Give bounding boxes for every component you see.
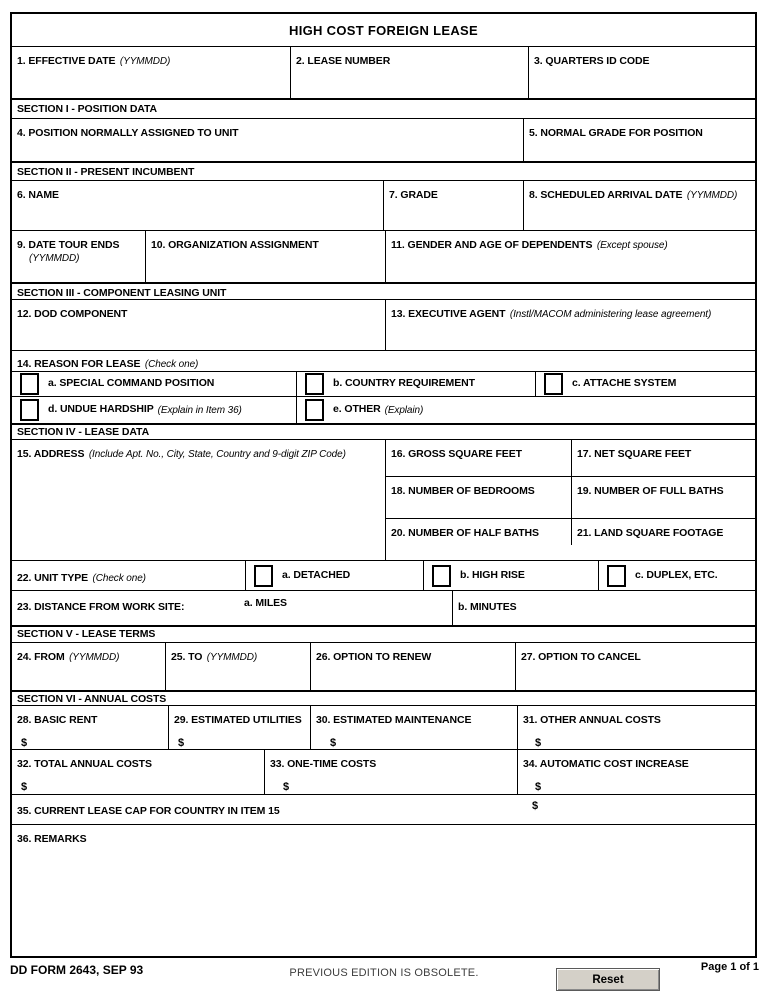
- row-lease-data: [12, 439, 755, 560]
- unit-type-label: 22. UNIT TYPE: [17, 572, 89, 584]
- unit-type-option-b: [423, 561, 598, 590]
- section-iv-title: SECTION IV - LEASE DATA: [17, 426, 150, 438]
- one-time-costs-field[interactable]: [264, 750, 517, 794]
- attache-system-label: c. ATTACHE SYSTEM: [572, 377, 677, 390]
- row-items-9-11: [12, 230, 755, 282]
- dod-component-field[interactable]: [12, 300, 385, 350]
- one-time-costs-currency: $: [283, 781, 290, 793]
- undue-hardship-checkbox[interactable]: [20, 399, 39, 421]
- row-items-28-31: [12, 705, 755, 749]
- normal-grade-field[interactable]: [523, 119, 755, 161]
- executive-agent-label: 13. EXECUTIVE AGENT: [391, 308, 506, 320]
- estimated-maintenance-field[interactable]: [310, 706, 517, 749]
- dependents-label: 11. GENDER AND AGE OF DEPENDENTS: [391, 239, 593, 251]
- reason-option-e: [296, 397, 755, 423]
- special-command-position-checkbox[interactable]: [20, 373, 39, 395]
- lease-to-hint: (YYMMDD): [206, 652, 258, 663]
- row-items-24-27: [12, 642, 755, 690]
- automatic-cost-increase-currency: $: [535, 781, 542, 793]
- form-title: HIGH COST FOREIGN LEASE: [289, 22, 478, 38]
- other-annual-costs-label: 31. OTHER ANNUAL COSTS: [523, 714, 661, 726]
- duplex-label: c. DUPLEX, ETC.: [635, 568, 718, 581]
- form-title-row: [12, 14, 755, 46]
- effective-date-hint: (YYMMDD): [119, 56, 171, 67]
- one-time-costs-label: 33. ONE-TIME COSTS: [270, 758, 377, 770]
- address-field[interactable]: [12, 440, 385, 560]
- scheduled-arrival-date-field[interactable]: [523, 181, 755, 230]
- basic-rent-label: 28. BASIC RENT: [17, 714, 98, 726]
- date-tour-ends-hint: (YYMMDD): [29, 253, 80, 264]
- number-of-bedrooms-field[interactable]: [386, 477, 571, 518]
- gross-square-feet-field[interactable]: [386, 440, 571, 476]
- row-items-32-34: [12, 749, 755, 794]
- land-square-footage-label: 21. LAND SQUARE FOOTAGE: [577, 527, 724, 539]
- dependents-field[interactable]: [385, 231, 755, 282]
- net-square-feet-field[interactable]: [571, 440, 755, 476]
- scheduled-arrival-date-hint: (YYMMDD): [686, 190, 738, 201]
- basic-rent-currency: $: [21, 737, 28, 749]
- reason-for-lease-label: 14. REASON FOR LEASE: [17, 358, 141, 370]
- unit-type-label-cell: [12, 561, 245, 590]
- section-vi-title: SECTION VI - ANNUAL COSTS: [17, 693, 167, 705]
- estimated-maintenance-label: 30. ESTIMATED MAINTENANCE: [316, 714, 472, 726]
- reason-option-d: [12, 397, 296, 423]
- effective-date-field[interactable]: [12, 47, 290, 98]
- name-label: 6. NAME: [17, 189, 59, 201]
- lease-from-label: 24. FROM: [17, 651, 65, 663]
- lease-to-label: 25. TO: [171, 651, 203, 663]
- subrow-16-17: [386, 440, 755, 476]
- row-items-4-5: [12, 118, 755, 161]
- section-iii-title: SECTION III - COMPONENT LEASING UNIT: [17, 287, 227, 299]
- lease-from-field[interactable]: [12, 643, 165, 690]
- dod-component-label: 12. DOD COMPONENT: [17, 308, 128, 320]
- number-of-half-baths-label: 20. NUMBER OF HALF BATHS: [391, 527, 539, 539]
- executive-agent-field[interactable]: [385, 300, 755, 350]
- reason-for-lease-hint: (Check one): [144, 359, 199, 370]
- date-tour-ends-label: 9. DATE TOUR ENDS: [17, 239, 120, 251]
- reason-for-lease-header: [12, 350, 755, 371]
- reason-option-a: [12, 372, 296, 396]
- form-high-cost-foreign-lease: [10, 12, 757, 958]
- reason-option-c: [535, 372, 755, 396]
- dependents-hint: (Except spouse): [596, 240, 668, 251]
- address-hint: (Include Apt. No., City, State, Country and 9-digit ZIP Code): [88, 449, 346, 460]
- estimated-utilities-currency: $: [178, 737, 185, 749]
- section-iv-header: [12, 423, 755, 439]
- unit-type-option-c: [598, 561, 755, 590]
- row-items-1-3: [12, 46, 755, 98]
- date-tour-ends-field[interactable]: [12, 231, 145, 282]
- section-v-title: SECTION V - LEASE TERMS: [17, 628, 156, 640]
- detached-label: a. DETACHED: [282, 568, 351, 581]
- row-item-35: [12, 794, 755, 824]
- detached-checkbox[interactable]: [254, 565, 273, 587]
- unit-type-hint: (Check one): [92, 573, 146, 584]
- row-items-6-8: [12, 180, 755, 230]
- current-lease-cap-field[interactable]: [12, 795, 755, 824]
- reason-options-row-1: [12, 371, 755, 396]
- number-of-full-baths-label: 19. NUMBER OF FULL BATHS: [577, 485, 724, 497]
- reset-button[interactable]: Reset: [556, 968, 660, 991]
- high-rise-checkbox[interactable]: [432, 565, 451, 587]
- net-square-feet-label: 17. NET SQUARE FEET: [577, 448, 692, 460]
- section-i-header: [12, 98, 755, 118]
- organization-assignment-field[interactable]: [145, 231, 385, 282]
- current-lease-cap-label: 35. CURRENT LEASE CAP FOR COUNTRY IN ITEM 15: [17, 805, 280, 817]
- gross-square-feet-label: 16. GROSS SQUARE FEET: [391, 448, 522, 460]
- section-v-header: [12, 625, 755, 642]
- effective-date-label: 1. EFFECTIVE DATE: [17, 55, 116, 67]
- section-vi-header: [12, 690, 755, 705]
- lease-to-field[interactable]: [165, 643, 310, 690]
- section-ii-title: SECTION II - PRESENT INCUMBENT: [17, 166, 195, 178]
- name-field[interactable]: [12, 181, 383, 230]
- position-assigned-field[interactable]: [12, 119, 523, 161]
- grade-field[interactable]: [383, 181, 523, 230]
- other-reason-hint: (Explain): [384, 404, 424, 416]
- other-reason-checkbox[interactable]: [305, 399, 324, 421]
- row-unit-type: [12, 560, 755, 590]
- estimated-utilities-label: 29. ESTIMATED UTILITIES: [174, 714, 302, 726]
- country-requirement-label: b. COUNTRY REQUIREMENT: [333, 377, 475, 390]
- lease-from-hint: (YYMMDD): [69, 652, 120, 663]
- high-rise-label: b. HIGH RISE: [460, 568, 525, 581]
- other-annual-costs-field[interactable]: [517, 706, 755, 749]
- grade-label: 7. GRADE: [389, 189, 438, 201]
- distance-from-work-site-label: 23. DISTANCE FROM WORK SITE:: [17, 601, 185, 613]
- lease-number-field[interactable]: [290, 47, 528, 98]
- section-i-title: SECTION I - POSITION DATA: [17, 103, 158, 115]
- total-annual-costs-label: 32. TOTAL ANNUAL COSTS: [17, 758, 152, 770]
- option-to-cancel-field[interactable]: [515, 643, 755, 690]
- option-to-renew-field[interactable]: [310, 643, 515, 690]
- remarks-field[interactable]: [12, 825, 755, 956]
- quarters-id-code-label: 3. QUARTERS ID CODE: [534, 55, 650, 67]
- special-command-position-label: a. SPECIAL COMMAND POSITION: [48, 377, 215, 390]
- minutes-label: b. MINUTES: [458, 601, 517, 613]
- reason-options-row-2: [12, 396, 755, 423]
- total-annual-costs-field[interactable]: [12, 750, 264, 794]
- land-square-footage-field[interactable]: [571, 519, 755, 545]
- undue-hardship-label: d. UNDUE HARDSHIP: [48, 403, 154, 416]
- basic-rent-field[interactable]: [12, 706, 168, 749]
- normal-grade-label: 5. NORMAL GRADE FOR POSITION: [529, 127, 703, 139]
- number-of-half-baths-field[interactable]: [386, 519, 571, 545]
- distance-minutes-field[interactable]: [452, 591, 755, 625]
- quarters-id-code-field[interactable]: [528, 47, 755, 98]
- row-items-12-13: [12, 299, 755, 350]
- page-indicator: Page 1 of 1: [700, 961, 759, 973]
- scheduled-arrival-date-label: 8. SCHEDULED ARRIVAL DATE: [529, 189, 683, 201]
- unit-type-option-a: [245, 561, 423, 590]
- remarks-label: 36. REMARKS: [17, 833, 87, 845]
- reason-option-b: [296, 372, 535, 396]
- other-annual-costs-currency: $: [535, 737, 542, 749]
- reason-for-lease-label-cell: [12, 351, 755, 371]
- section-iii-header: [12, 282, 755, 299]
- distance-miles-field[interactable]: [12, 591, 452, 625]
- attache-system-checkbox[interactable]: [544, 373, 563, 395]
- option-to-cancel-label: 27. OPTION TO CANCEL: [521, 651, 641, 663]
- estimated-maintenance-currency: $: [330, 737, 337, 749]
- automatic-cost-increase-label: 34. AUTOMATIC COST INCREASE: [523, 758, 689, 770]
- number-of-full-baths-field[interactable]: [571, 477, 755, 518]
- subrow-18-19: [386, 476, 755, 518]
- organization-assignment-label: 10. ORGANIZATION ASSIGNMENT: [151, 239, 319, 251]
- country-requirement-checkbox[interactable]: [305, 373, 324, 395]
- obsolete-note: PREVIOUS EDITION IS OBSOLETE.: [289, 967, 479, 979]
- row-distance: [12, 590, 755, 625]
- undue-hardship-hint: (Explain in Item 36): [157, 404, 242, 416]
- other-reason-label: e. OTHER: [333, 403, 381, 416]
- position-assigned-label: 4. POSITION NORMALLY ASSIGNED TO UNIT: [17, 127, 239, 139]
- address-label: 15. ADDRESS: [17, 448, 85, 460]
- row-remarks: [12, 824, 755, 956]
- duplex-checkbox[interactable]: [607, 565, 626, 587]
- section-ii-header: [12, 161, 755, 180]
- lease-number-label: 2. LEASE NUMBER: [296, 55, 391, 67]
- lease-data-subgrid: [385, 440, 755, 560]
- executive-agent-hint: (Instl/MACOM administering lease agreement): [509, 309, 712, 320]
- total-annual-costs-currency: $: [21, 781, 28, 793]
- number-of-bedrooms-label: 18. NUMBER OF BEDROOMS: [391, 485, 535, 497]
- estimated-utilities-field[interactable]: [168, 706, 310, 749]
- miles-label: a. MILES: [244, 597, 287, 609]
- option-to-renew-label: 26. OPTION TO RENEW: [316, 651, 432, 663]
- form-number: DD FORM 2643, SEP 93: [10, 963, 144, 977]
- current-lease-cap-currency: $: [532, 800, 539, 812]
- automatic-cost-increase-field[interactable]: [517, 750, 755, 794]
- subrow-20-21: [386, 518, 755, 545]
